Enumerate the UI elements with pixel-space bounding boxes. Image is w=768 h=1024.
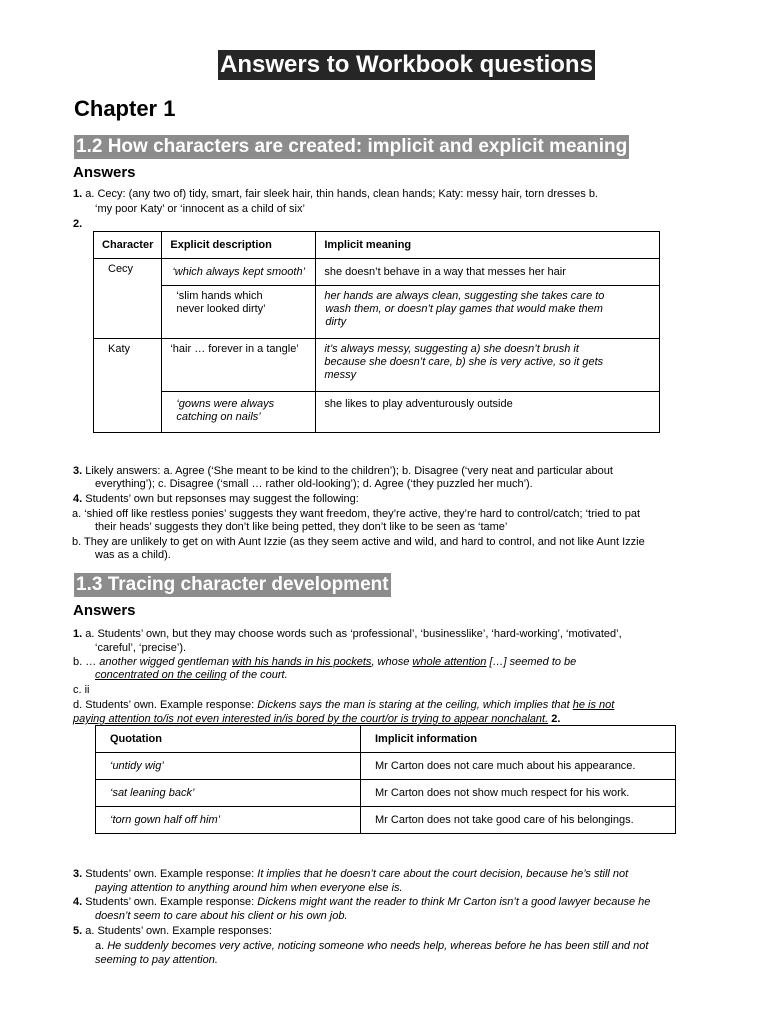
header-implicit-info: Implicit information (361, 726, 676, 753)
q13-5a-line1 (95, 939, 648, 953)
q13-1d-quote: Dickens says the man is staring at the ceiling, which implies that (257, 699, 573, 711)
page-title: Answers to Workbook questions (220, 51, 593, 78)
q12-4-number: 4. (73, 493, 83, 505)
q13-1d-line2 (73, 712, 560, 726)
q13-5a-line2: seeming to pay attention. (95, 954, 218, 966)
table-row (94, 339, 660, 392)
q13-1b-prefix: b. … (73, 656, 100, 668)
cell-line: catching on nails’ (176, 411, 261, 423)
q13-1b-quote: another wigged gentleman (99, 656, 233, 668)
q13-1b-quote: of the court. (226, 669, 288, 681)
q13-1b-underline: concentrated on the ceiling (95, 669, 227, 681)
section-1-3-answers-label: Answers (73, 602, 136, 619)
header-quotation: Quotation (96, 726, 361, 753)
q13-1b-line1 (73, 655, 576, 669)
q12-4-line1 (73, 492, 359, 506)
cell-line: it’s always messy, suggesting a) she doesn’t brush it (324, 343, 579, 355)
table-header-row (94, 232, 660, 259)
table-row (96, 780, 676, 807)
q13-1d-underline: he is not (572, 699, 615, 711)
cell-line: messy (324, 369, 357, 381)
q12-3-text: Likely answers: a. Agree (‘She meant to be kind to the children’); b. Disagree (‘very neat and particular about (82, 465, 613, 477)
implicit-cell: she likes to play adventurously outside (316, 392, 660, 433)
implicit-cell: she doesn’t behave in a way that messes her hair (316, 259, 660, 286)
header-character: Character (94, 232, 162, 259)
q13-5-line1 (73, 924, 272, 938)
q12-1-number: 1. (73, 188, 83, 200)
table-row (94, 259, 660, 286)
q13-4-prefix: Students’ own. Example response: (82, 896, 258, 908)
q13-5-number: 5. (73, 925, 83, 937)
q13-1d-line1 (73, 698, 614, 712)
chapter-heading: Chapter 1 (74, 96, 176, 121)
q13-3-response: It implies that he doesn’t care about the court decision, because he’s still not (257, 868, 629, 880)
cell-line: wash them, or doesn’t play games that would make them (325, 303, 603, 315)
q12-4a-line1: a. ‘shied off like restless ponies’ suggests they want freedom, they’re active, they’re hard to control/catch; ‘tried to pat (72, 508, 641, 520)
q12-2-number: 2. (73, 218, 83, 230)
section-1-2-heading: 1.2 How characters are created: implicit and explicit meaning (76, 136, 628, 157)
cell-line: never looked dirty’ (176, 303, 266, 315)
section-1-2-answers-label: Answers (73, 164, 136, 181)
q13-2-number: 2. (548, 713, 561, 725)
q13-3-line2: paying attention to anything around him when everyone else is. (95, 882, 403, 894)
q13-4-line1 (73, 895, 650, 909)
q12-3-line2: everything’); c. Disagree (‘small … rather old-looking’); d. Agree (‘they puzzled her much’). (95, 478, 533, 490)
cell-line: because she doesn’t care, b) she is very active, so it gets (324, 356, 604, 368)
q13-1d-underline: paying attention to/is not even interested in/is bored by the court/or is trying to appear nonchalant. (73, 713, 549, 725)
cell-line: her hands are always clean, suggesting she takes care to (324, 290, 605, 302)
q13-1b-line2 (95, 668, 288, 682)
q13-3-line1 (73, 867, 628, 881)
explicit-cell: ‘which always kept smooth’ (162, 259, 316, 286)
q13-1-number: 1. (73, 628, 83, 640)
q13-1c: c. ii (73, 684, 90, 696)
q13-1-text: a. Students’ own, but they may choose words such as ‘professional’, ‘businesslike’, ‘hard-working’, ‘motivated’, (82, 628, 622, 640)
implicit-cell (316, 286, 660, 339)
quotation-cell: ‘torn gown half off him’ (96, 807, 361, 834)
q13-1-line1 (73, 627, 622, 641)
section-1-3-heading: 1.3 Tracing character development (76, 574, 389, 595)
q13-5a-prefix: a. (95, 940, 108, 952)
character-name: Katy (94, 339, 162, 433)
q12-4-text: Students’ own but repsonses may suggest the following: (82, 493, 359, 505)
header-implicit: Implicit meaning (316, 232, 660, 259)
q12-3-line1 (73, 464, 613, 478)
table-header-row (96, 726, 676, 753)
q13-3-prefix: Students’ own. Example response: (82, 868, 258, 880)
explicit-cell: ‘hair … forever in a tangle’ (162, 339, 316, 392)
q12-1-line2: ‘my poor Katy’ or ‘innocent as a child of six’ (95, 203, 305, 215)
info-cell: Mr Carton does not show much respect for his work. (361, 780, 676, 807)
q12-1-line1 (73, 187, 598, 201)
info-cell: Mr Carton does not care much about his appearance. (361, 753, 676, 780)
cell-line: ‘slim hands which (176, 290, 263, 302)
table-row (96, 753, 676, 780)
implicit-cell (316, 339, 660, 392)
q13-1d-prefix: d. Students’ own. Example response: (73, 699, 258, 711)
q13-1b-underline: with his hands in his pockets (232, 656, 372, 668)
q12-4a-line2: their heads’ suggests they don’t like being petted, they don’t like to be seen as ‘tame’ (95, 521, 508, 533)
q13-1b-quote: , whose (371, 656, 413, 668)
q13-1b-underline: whole attention (412, 656, 487, 668)
q13-4-response: Dickens might want the reader to think Mr Carton isn’t a good lawyer because he (257, 896, 651, 908)
character-name: Cecy (94, 259, 162, 339)
q13-3-number: 3. (73, 868, 83, 880)
cell-line: dirty (325, 316, 347, 328)
explicit-cell (162, 286, 316, 339)
q13-5a-response: He suddenly becomes very active, noticing someone who needs help, whereas before he has been still and not (107, 940, 649, 952)
q13-4-number: 4. (73, 896, 83, 908)
quotation-cell: ‘untidy wig’ (96, 753, 361, 780)
quotation-cell: ‘sat leaning back’ (96, 780, 361, 807)
q13-5-text: a. Students’ own. Example responses: (82, 925, 272, 937)
q13-4-line2: doesn’t seem to care about his client or his own job. (95, 910, 348, 922)
character-table (93, 231, 660, 433)
table-row (94, 286, 660, 339)
header-explicit: Explicit description (162, 232, 316, 259)
explicit-cell (162, 392, 316, 433)
q12-4b-line1: b. They are unlikely to get on with Aunt Izzie (as they seem active and wild, and hard to control, and not like Aunt Izzie (72, 536, 645, 548)
q13-1-line2: ‘careful’, ‘precise’). (95, 642, 187, 654)
q12-3-number: 3. (73, 465, 83, 477)
quotation-table (95, 725, 676, 834)
info-cell: Mr Carton does not take good care of his belongings. (361, 807, 676, 834)
q12-4b-line2: was as a child). (95, 549, 171, 561)
cell-line: ‘gowns were always (176, 398, 275, 410)
table-row (96, 807, 676, 834)
q13-1b-quote: […] seemed to be (486, 656, 577, 668)
table-row (94, 392, 660, 433)
q12-1-text: a. Cecy: (any two of) tidy, smart, fair sleek hair, thin hands, clean hands; Katy: messy hair, torn dresses b. (82, 188, 598, 200)
